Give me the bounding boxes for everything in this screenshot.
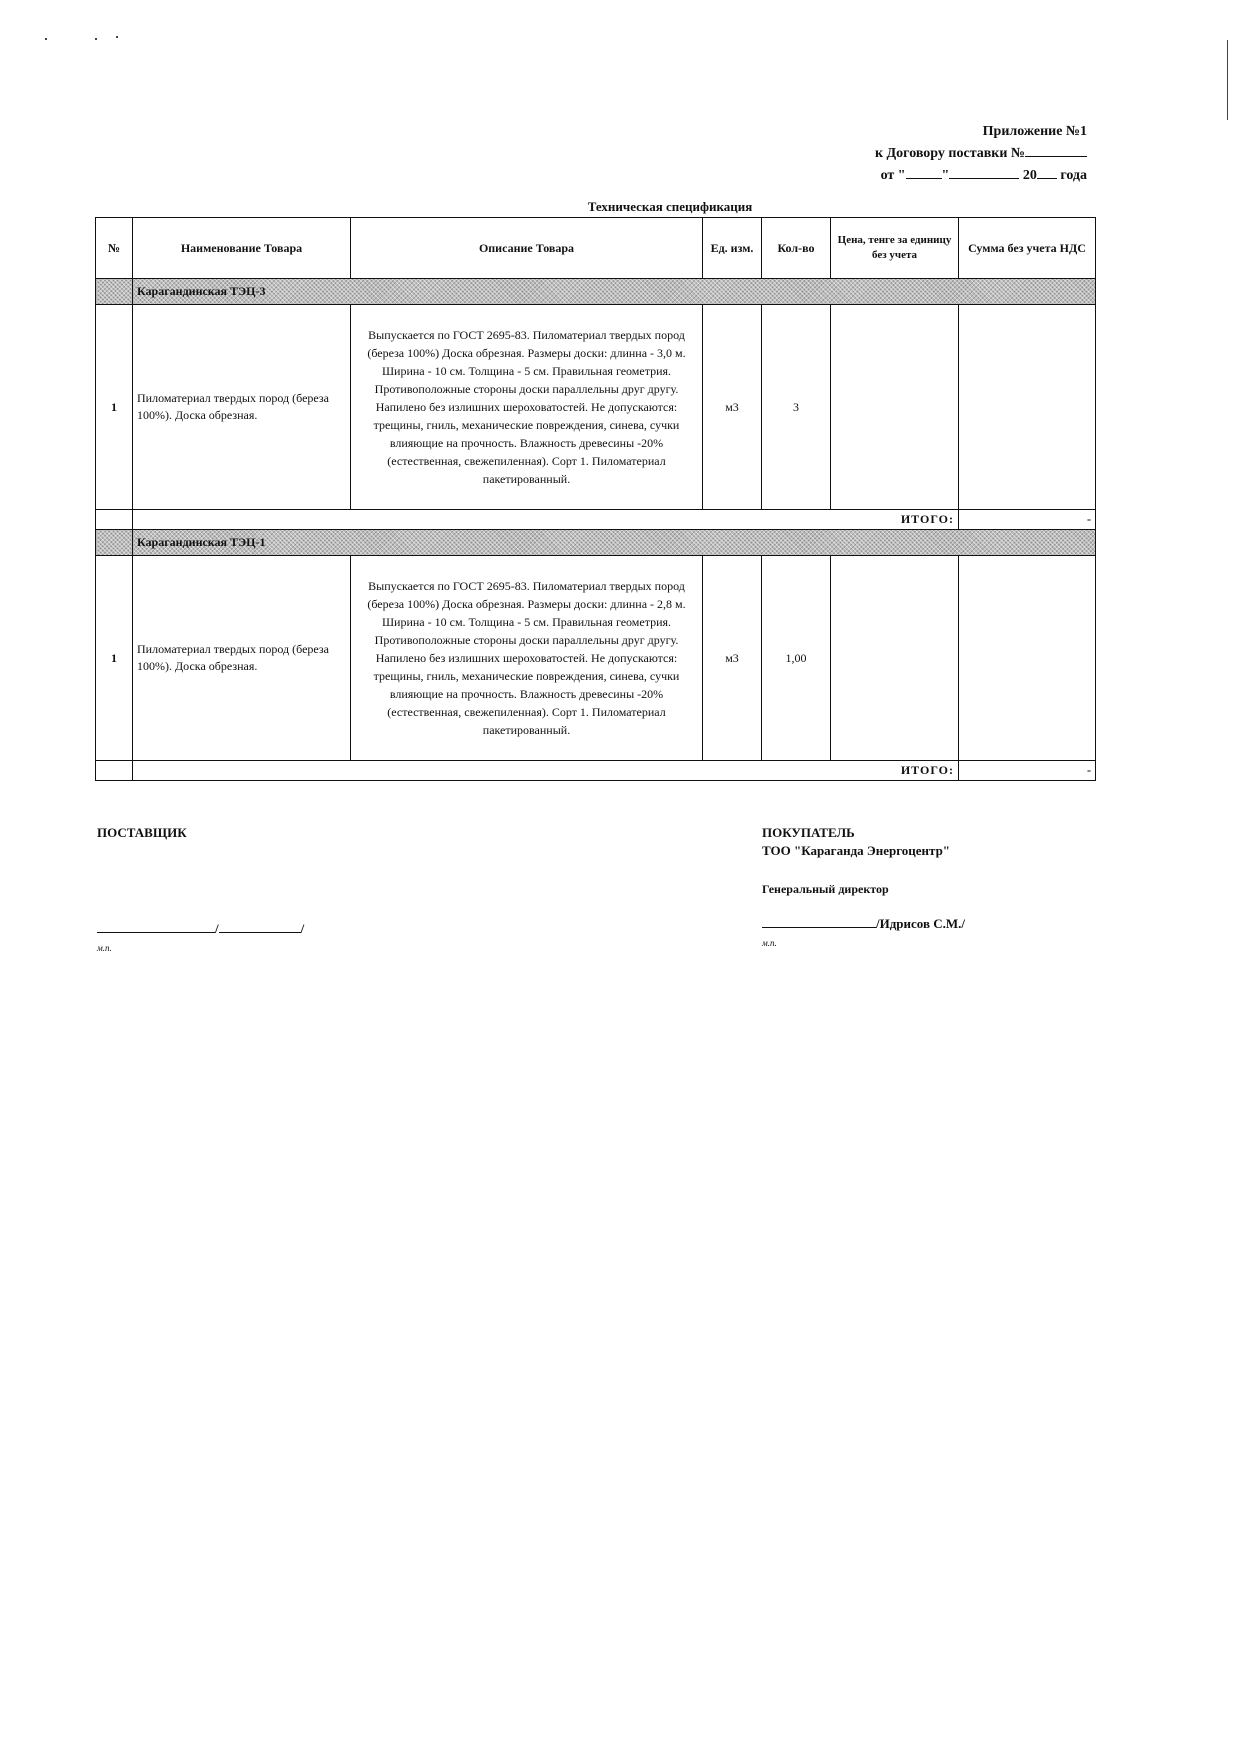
- month-blank: [949, 164, 1019, 179]
- item-description: Выпускается по ГОСТ 2695-83. Пиломатериал твердых пород (береза 100%) Доска обрезная. Размеры доски: длинна - 2,8 м. Ширина - 10 см. Толщина - 5 см. Правильная геометрия. Противоположные стороны доски параллельны друг другу. Напилено без излишних шероховатостей. Не допускаются: трещины, гниль, механические повреждения, синева, сучки влияющие на прочность. Влажность древесины -20% (естественная, свежепиленная). Сорт 1. Пиломатериал пакетированный.: [351, 556, 703, 761]
- buyer-block: [762, 824, 950, 860]
- buyer-position: Генеральный директор: [762, 882, 889, 896]
- buyer-name: /Идрисов С.М./: [876, 916, 966, 931]
- item-price: [831, 305, 959, 510]
- col-sum: Сумма без учета НДС: [959, 218, 1096, 279]
- col-description: Описание Товара: [351, 218, 703, 279]
- section-row: [96, 530, 1096, 556]
- section-name: Карагандинская ТЭЦ-3: [133, 279, 1096, 305]
- buyer-label: ПОКУПАТЕЛЬ: [762, 825, 855, 840]
- item-sum: [959, 556, 1096, 761]
- appendix-header: [875, 122, 1087, 186]
- total-value: -: [959, 761, 1096, 781]
- col-qty: Кол-во: [762, 218, 831, 279]
- scan-speck: [95, 38, 97, 40]
- table-row: [96, 305, 1096, 510]
- col-number: №: [96, 218, 133, 279]
- scan-edge: [1227, 40, 1228, 120]
- item-description: Выпускается по ГОСТ 2695-83. Пиломатериал твердых пород (береза 100%) Доска обрезная. Размеры доски: длинна - 3,0 м. Ширина - 10 см. Толщина - 5 см. Правильная геометрия. Противоположные стороны доски параллельны друг другу. Напилено без излишних шероховатостей. Не допускаются: трещины, гниль, механические повреждения, синева, сучки влияющие на прочность. Влажность древесины -20% (естественная, свежепиленная). Сорт 1. Пиломатериал пакетированный.: [351, 305, 703, 510]
- item-number: 1: [96, 305, 133, 510]
- col-name: Наименование Товара: [133, 218, 351, 279]
- item-number: 1: [96, 556, 133, 761]
- appendix-number: Приложение №1: [982, 124, 1087, 139]
- buyer-signature-line: [762, 915, 965, 932]
- section-row: [96, 279, 1096, 305]
- item-sum: [959, 305, 1096, 510]
- contract-number-blank: [1025, 142, 1087, 157]
- item-qty: 1,00: [762, 556, 831, 761]
- specification-table: [95, 217, 1096, 781]
- section-name: Карагандинская ТЭЦ-1: [133, 530, 1096, 556]
- year-blank: [1037, 164, 1057, 179]
- buyer-stamp-place: м.п.: [762, 938, 777, 948]
- table-row: [96, 556, 1096, 761]
- supplier-stamp-place: м.п.: [97, 943, 112, 953]
- total-row: [96, 510, 1096, 530]
- total-value: -: [959, 510, 1096, 530]
- contract-date: от " " 20 года: [875, 164, 1087, 186]
- total-label: ИТОГО:: [133, 761, 959, 781]
- item-qty: 3: [762, 305, 831, 510]
- item-price: [831, 556, 959, 761]
- scan-speck: [116, 36, 118, 38]
- total-label: ИТОГО:: [133, 510, 959, 530]
- col-price: Цена, тенге за единицу без учета: [831, 218, 959, 279]
- item-unit: м3: [703, 305, 762, 510]
- item-name: Пиломатериал твердых пород (береза 100%). Доска обрезная.: [133, 305, 351, 510]
- col-unit: Ед. изм.: [703, 218, 762, 279]
- supplier-label: ПОСТАВЩИК: [97, 825, 187, 840]
- table-header-row: [96, 218, 1096, 279]
- supplier-signature-line: / /: [97, 920, 304, 937]
- day-blank: [906, 164, 942, 179]
- item-unit: м3: [703, 556, 762, 761]
- contract-reference: к Договору поставки №: [875, 142, 1087, 164]
- buyer-company: ТОО "Караганда Энергоцентр": [762, 843, 951, 858]
- scan-speck: [45, 38, 47, 40]
- document-title: Техническая спецификация: [587, 199, 753, 214]
- item-name: Пиломатериал твердых пород (береза 100%). Доска обрезная.: [133, 556, 351, 761]
- total-row: [96, 761, 1096, 781]
